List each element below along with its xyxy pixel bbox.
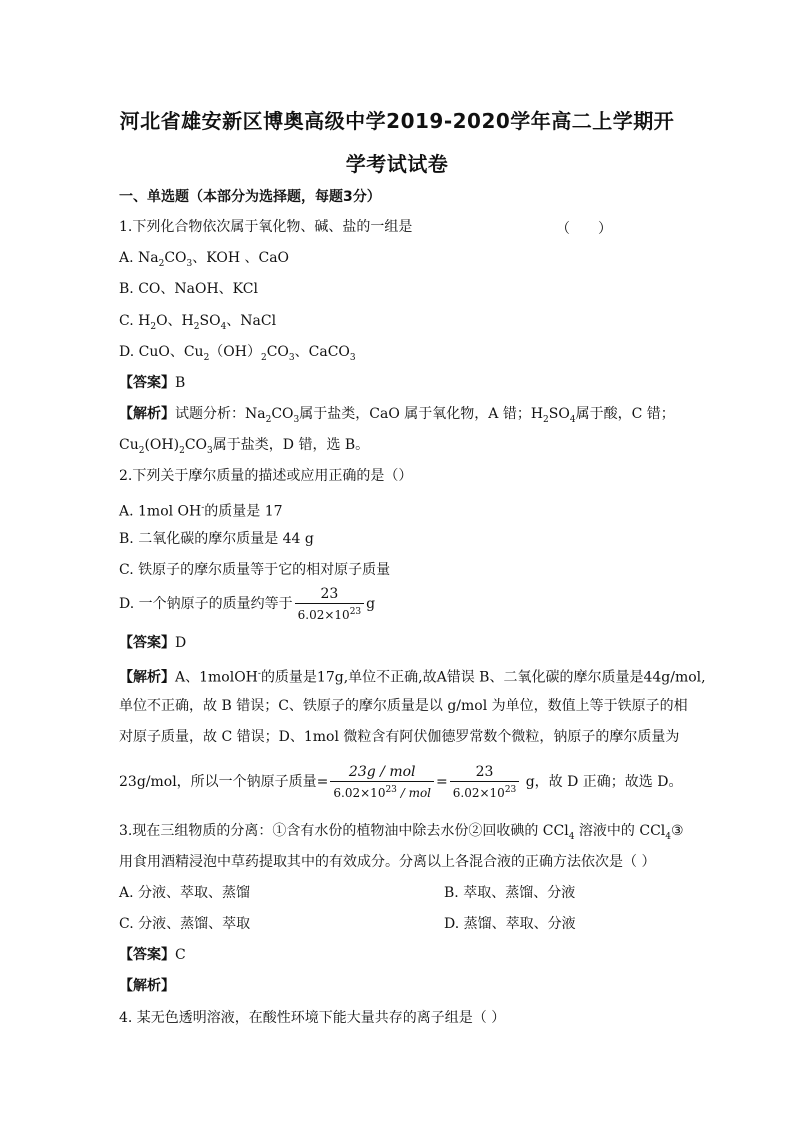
document-title-line2: 学考试试卷 xyxy=(345,152,449,176)
document-title-line1: 河北省雄安新区博奥高级中学2019-2020学年高二上学期开 xyxy=(119,109,675,133)
q3-stem-line1: 3.现在三组物质的分离：①含有水份的植物油中除去水份②回收碘的 CCl$_4$ 溶液中的 CCl$_4$③ xyxy=(119,823,684,842)
q3-analysis-label: 【解析】 xyxy=(119,978,175,994)
q3-option-d: D. 蒸馏、萃取、分液 xyxy=(444,916,576,932)
q3-option-a: A. 分液、萃取、蒸馏 xyxy=(119,885,251,901)
q2-analysis-line4: 23g/mol，所以一个钠原子质量= $\frac{\text{23g / mol}}{6.02\times 10^{23} / mol}$ = $\frac{23}{6.02\times 10^{23}}$ g，故 D 正确；故选 D。 xyxy=(119,764,683,800)
q2-option-a: A. 1mol OH-的质量是 17 xyxy=(119,503,283,520)
q1-answer: 【答案】B xyxy=(119,375,186,391)
q2-stem: 2.下列关于摩尔质量的描述或应用正确的是（） xyxy=(119,468,413,484)
q2-option-b: B. 二氧化碳的摩尔质量是 44 g xyxy=(119,531,314,547)
q1-analysis-line1: 【解析】试题分析：$Na_2CO_3$属于盐类，CaO 属于氧化物，A 错；$H_2SO_4$属于酸，C 错； xyxy=(119,406,675,425)
q1-option-a: A. $Na_2CO_3$、KOH 、CaO xyxy=(119,250,290,269)
q2-analysis-fraction-2: $\frac{23}{6.02\times 10^{23}}$ xyxy=(450,764,520,800)
q3-option-b: B. 萃取、蒸馏、分液 xyxy=(444,885,576,901)
q1-stem: 1.下列化合物依次属于氧化物、碱、盐的一组是 xyxy=(119,219,413,235)
q3-answer: 【答案】C xyxy=(119,947,186,963)
section-heading: 一、单选题（本部分为选择题，每题3分） xyxy=(119,189,381,205)
q2-analysis-fraction-1: $\frac{\text{23g / mol}}{6.02\times 10^{23} / mol}$ xyxy=(330,764,434,800)
q1-answer-blank: （ ） xyxy=(556,221,612,237)
q1-option-c: C. $H_2O$、$H_2SO_4$、NaCl xyxy=(119,313,277,332)
q2-analysis-line2: 单位不正确，故 B 错误；C、铁原子的摩尔质量是以 g/mol 为单位，数值上等于铁原子的相 xyxy=(119,698,688,714)
q3-stem-line2: 用食用酒精浸泡中草药提取其中的有效成分。分离以上各混合液的正确方法依次是（ ） xyxy=(119,854,656,870)
q2-answer: 【答案】D xyxy=(119,635,187,651)
q2-option-d-fraction: $\frac{23}{6.02\times 10^{23}}$ xyxy=(295,586,365,622)
q2-analysis-line3: 对原子质量，故 C 错误；D、1mol 微粒含有阿伏伽德罗常数个微粒，钠原子的摩尔质量为 xyxy=(119,729,680,745)
q1-option-b: B. CO、NaOH、KCl xyxy=(119,281,258,297)
q2-option-c: C. 铁原子的摩尔质量等于它的相对原子质量 xyxy=(119,562,391,578)
q1-analysis-line2: $Cu_2(OH)_2CO_3$属于盐类，D 错，选 B。 xyxy=(119,437,370,456)
q2-analysis-line1: 【解析】A、1molOH-的质量是17g,单位不正确,故A错误 B、二氧化碳的摩尔质量是44g/mol, xyxy=(119,669,706,686)
q3-option-c: C. 分液、蒸馏、萃取 xyxy=(119,916,251,932)
q1-option-d: D. CuO、$Cu_2(OH)_2CO_3$、CaCO$_3$ xyxy=(119,344,356,363)
q4-stem: 4. 某无色透明溶液，在酸性环境下能大量共存的离子组是（ ） xyxy=(119,1010,506,1026)
q2-option-d: D. 一个钠原子的质量约等于 $\frac{23}{6.02\times 10^{23}}$ g xyxy=(119,586,376,622)
